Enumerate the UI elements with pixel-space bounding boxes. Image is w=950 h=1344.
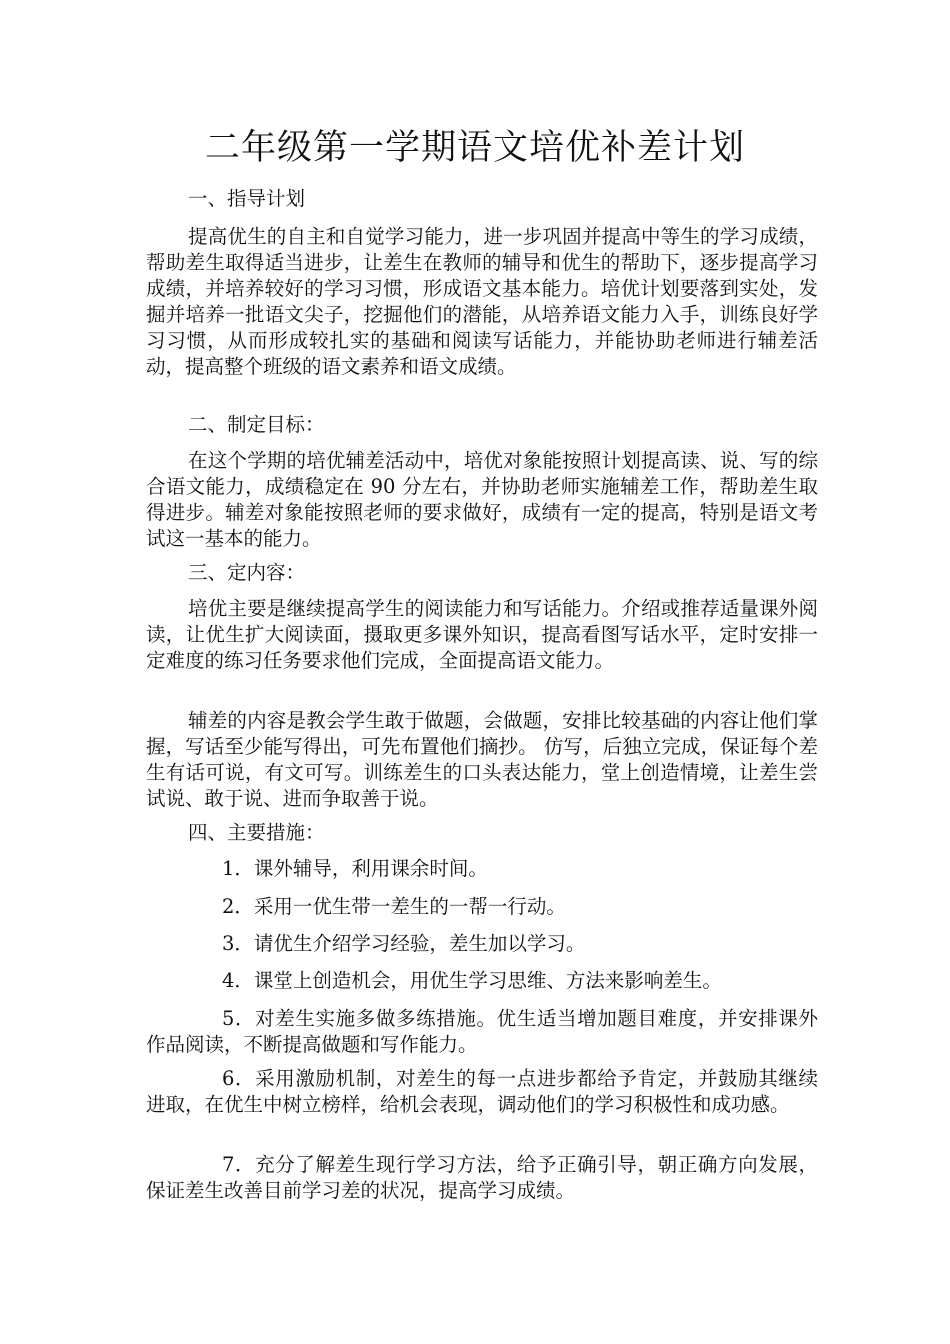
paragraph-goals: 在这个学期的培优辅差活动中，培优对象能按照计划提高读、说、写的综合语文能力，成绩稳定在 90 分左右，并协助老师实施辅差工作，帮助差生取得进步。辅差对象能按照老师的要求做好，成绩有一定的提高，特别是语文考试这一基本的能力。 — [146, 449, 818, 550]
section-heading-goals: 二、制定目标： — [188, 413, 325, 436]
list-item: 4．课堂上创造机会，用优生学习思维、方法来影响差生。 — [222, 969, 722, 992]
document-title: 二年级第一学期语文培优补差计划 — [204, 128, 745, 168]
section-heading-guidance: 一、指导计划 — [188, 187, 306, 210]
list-item: 1．课外辅导，利用课余时间。 — [222, 857, 488, 880]
section-heading-content: 三、定内容： — [188, 561, 306, 584]
list-item: 5．对差生实施多做多练措施。优生适当增加题目难度，并安排课外作品阅读，不断提高做题和写作能力。 — [146, 1007, 818, 1056]
list-item: 2．采用一优生带一差生的一帮一行动。 — [222, 895, 566, 918]
paragraph-content-top: 培优主要是继续提高学生的阅读能力和写话能力。介绍或推荐适量课外阅读，让优生扩大阅读面，摄取更多课外知识，提高看图写话水平，定时安排一定难度的练习任务要求他们完成，全面提高语文能力。 — [146, 597, 818, 672]
paragraph-guidance: 提高优生的自主和自觉学习能力，进一步巩固并提高中等生的学习成绩，帮助差生取得适当进步，让差生在教师的辅导和优生的帮助下，逐步提高学习成绩，并培养较好的学习习惯，形成语文基本能力。培优计划要落到实处，发掘并培养一批语文尖子，挖掘他们的潜能，从培养语文能力入手，训练良好学习习惯，从而形成较扎实的基础和阅读写话能力，并能协助老师进行辅差活动，提高整个班级的语文素养和语文成绩。 — [146, 225, 818, 378]
paragraph-content-support: 辅差的内容是教会学生敢于做题，会做题，安排比较基础的内容让他们掌握，写话至少能写得出，可先布置他们摘抄。 仿写，后独立完成，保证每个差生有话可说，有文可写。训练差生的口头表达能力，堂上创造情境，让差生尝试说、敢于说、进而争取善于说。 — [146, 709, 818, 810]
list-item: 3．请优生介绍学习经验，差生加以学习。 — [222, 932, 586, 955]
list-item: 6．采用激励机制，对差生的每一点进步都给予肯定，并鼓励其继续进取，在优生中树立榜样，给机会表现，调动他们的学习积极性和成功感。 — [146, 1067, 818, 1116]
list-item: 7．充分了解差生现行学习方法，给予正确引导，朝正确方向发展，保证差生改善目前学习差的状况，提高学习成绩。 — [146, 1153, 818, 1202]
section-heading-measures: 四、主要措施： — [188, 821, 325, 844]
